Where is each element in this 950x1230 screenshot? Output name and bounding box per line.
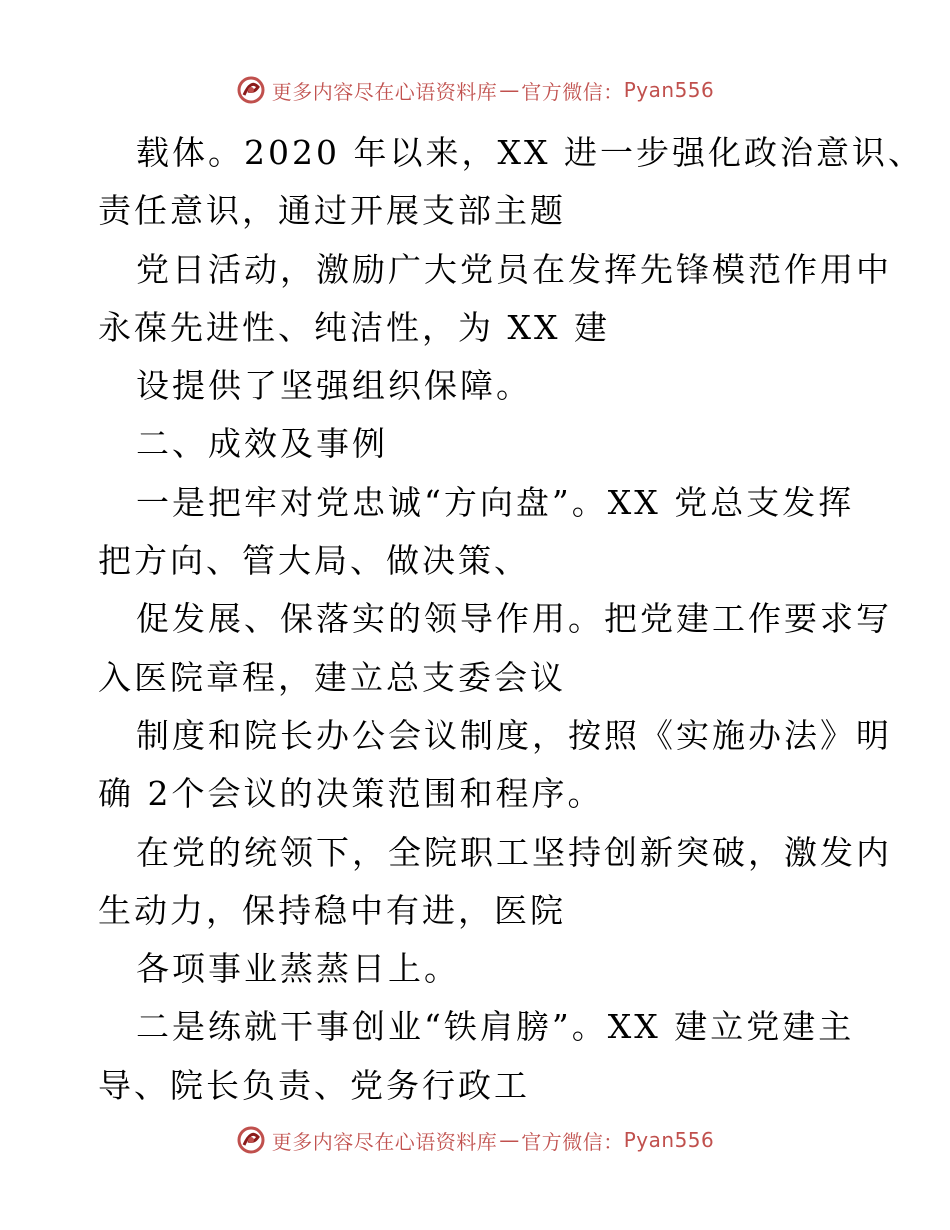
text-line: 党日活动，激励广大党员在发挥先锋模范作用中 xyxy=(136,249,892,289)
header-watermark xyxy=(0,70,950,110)
text-line: 生动力，保持稳中有进，医院 xyxy=(98,890,566,930)
footer-watermark xyxy=(0,1120,950,1160)
text-line: 确 2个会议的决策范围和程序。 xyxy=(98,774,604,814)
text-line: 制度和院长办公会议制度，按照《实施办法》明 xyxy=(136,715,892,755)
swirl-logo-icon xyxy=(236,75,266,105)
text-line: 促发展、保落实的领导作用。把党建工作要求写 xyxy=(136,599,892,639)
watermark-separator: — xyxy=(499,78,520,102)
swirl-logo-icon xyxy=(236,1125,266,1155)
text-line: 设提供了坚强组织保障。 xyxy=(136,366,532,406)
watermark-label: 官方微信： xyxy=(521,1129,624,1154)
watermark-text: 更多内容尽在心语资料库 xyxy=(271,79,498,104)
text-line: 各项事业蒸蒸日上。 xyxy=(136,949,460,989)
text-line: 入医院章程，建立总支委会议 xyxy=(98,657,566,697)
watermark-account: Pyan556 xyxy=(623,1128,715,1152)
text-line: 责任意识，通过开展支部主题 xyxy=(98,191,566,231)
watermark-text: 更多内容尽在心语资料库 xyxy=(271,1129,498,1154)
text-line: 二是练就干事创业“铁肩膀”。XX 建立党建主 xyxy=(136,1007,855,1047)
document-body xyxy=(98,124,924,1115)
text-line: 一是把牢对党忠诚“方向盘”。XX 党总支发挥 xyxy=(136,482,855,522)
text-line: 在党的统领下，全院职工坚持创新突破，激发内 xyxy=(136,832,892,872)
text-line: 导、院长负责、党务行政工 xyxy=(98,1065,530,1105)
watermark-label: 官方微信： xyxy=(521,79,624,104)
text-line: 载体。2020 年以来，XX 进一步强化政治意识、 xyxy=(136,133,924,172)
section-heading: 二、成效及事例 xyxy=(136,424,388,464)
watermark-separator: — xyxy=(499,1128,520,1152)
text-line: 永葆先进性、纯洁性，为 XX 建 xyxy=(98,307,610,347)
watermark-account: Pyan556 xyxy=(623,78,715,102)
text-line: 把方向、管大局、做决策、 xyxy=(98,541,530,581)
